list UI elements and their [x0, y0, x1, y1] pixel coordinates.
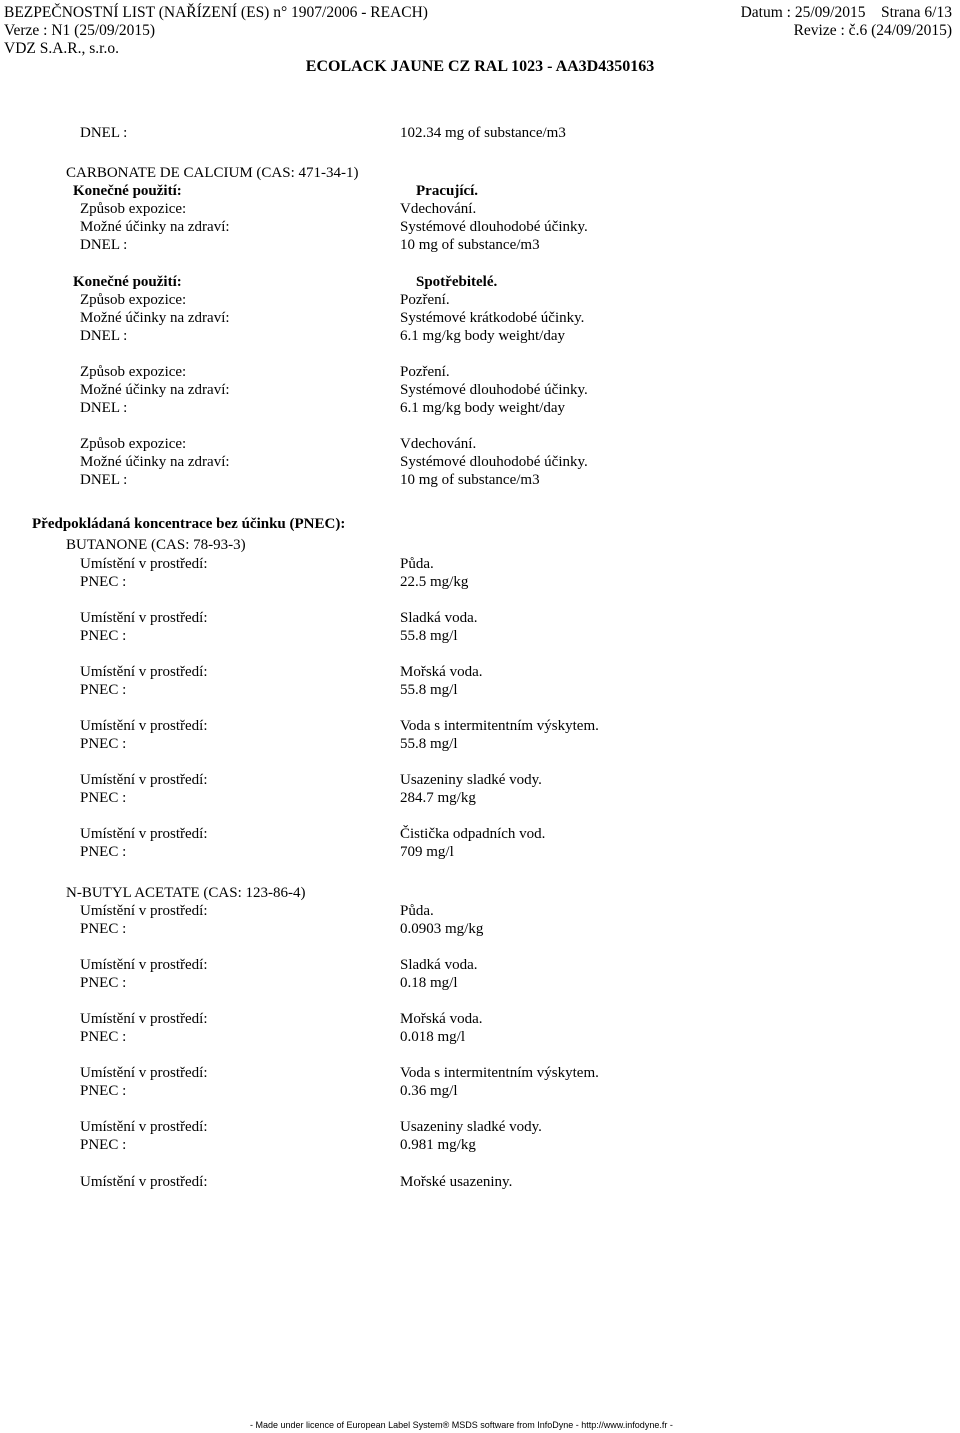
environment-value: Mořské usazeniny.: [400, 1174, 513, 1190]
environment-value: Sladká voda.: [400, 610, 478, 626]
environment-value: Čistička odpadních vod.: [400, 826, 546, 842]
field-label: Možné účinky na zdraví:: [80, 310, 230, 326]
pnec-value: 0.0903 mg/kg: [400, 921, 484, 937]
environment-label: Umístění v prostředí:: [80, 826, 208, 842]
end-use-value: Spotřebitelé.: [416, 274, 498, 290]
pnec-label: PNEC :: [80, 921, 127, 937]
header-document-title: BEZPEČNOSTNÍ LIST (NAŘÍZENÍ (ES) n° 1907/2006 - REACH): [4, 4, 428, 21]
field-label: DNEL :: [80, 328, 128, 344]
pnec-value: 55.8 mg/l: [400, 736, 458, 752]
pnec-label: PNEC :: [80, 1029, 127, 1045]
pnec-value: 22.5 mg/kg: [400, 574, 469, 590]
dnel-value: 102.34 mg of substance/m3: [400, 125, 566, 141]
environment-value: Usazeniny sladké vody.: [400, 1119, 542, 1135]
field-label: Způsob expozice:: [80, 364, 187, 380]
pnec-value: 55.8 mg/l: [400, 682, 458, 698]
environment-label: Umístění v prostředí:: [80, 1119, 208, 1135]
field-value: Vdechování.: [400, 201, 477, 217]
field-label: Způsob expozice:: [80, 201, 187, 217]
pnec-value: 0.18 mg/l: [400, 975, 458, 991]
footer-licence-note: - Made under licence of European Label System® MSDS software from InfoDyne - http://www.infodyne.fr -: [250, 1420, 673, 1430]
pnec-label: PNEC :: [80, 844, 127, 860]
pnec-label: PNEC :: [80, 1083, 127, 1099]
field-label: DNEL :: [80, 237, 128, 253]
environment-label: Umístění v prostředí:: [80, 1011, 208, 1027]
environment-value: Voda s intermitentním výskytem.: [400, 1065, 599, 1081]
environment-value: Půda.: [400, 556, 434, 572]
field-label: Způsob expozice:: [80, 436, 187, 452]
end-use-value: Pracující.: [416, 183, 479, 199]
environment-value: Sladká voda.: [400, 957, 478, 973]
pnec-label: PNEC :: [80, 975, 127, 991]
header-version: Verze : N1 (25/09/2015): [4, 22, 156, 39]
dnel-label: DNEL :: [80, 125, 128, 141]
environment-value: Voda s intermitentním výskytem.: [400, 718, 599, 734]
pnec-value: 0.981 mg/kg: [400, 1137, 476, 1153]
pnec-value: 0.36 mg/l: [400, 1083, 458, 1099]
product-title: ECOLACK JAUNE CZ RAL 1023 - AA3D4350163: [305, 58, 655, 75]
field-label: Způsob expozice:: [80, 292, 187, 308]
field-value: Systémové dlouhodobé účinky.: [400, 219, 588, 235]
pnec-label: PNEC :: [80, 628, 127, 644]
field-value: Systémové dlouhodobé účinky.: [400, 382, 588, 398]
pnec-section-heading: Předpokládaná koncentrace bez účinku (PNEC):: [32, 516, 346, 532]
header-revision: Revize : č.6 (24/09/2015): [793, 22, 952, 39]
field-label: DNEL :: [80, 400, 128, 416]
field-label: Možné účinky na zdraví:: [80, 219, 230, 235]
substance-name-butyl-acetate: N-BUTYL ACETATE (CAS: 123-86-4): [66, 885, 306, 901]
pnec-label: PNEC :: [80, 736, 127, 752]
environment-value: Usazeniny sladké vody.: [400, 772, 542, 788]
field-value: Systémové krátkodobé účinky.: [400, 310, 585, 326]
field-value: 6.1 mg/kg body weight/day: [400, 400, 565, 416]
environment-label: Umístění v prostředí:: [80, 772, 208, 788]
header-date-page: Datum : 25/09/2015 Strana 6/13: [740, 4, 952, 21]
environment-value: Mořská voda.: [400, 1011, 483, 1027]
end-use-label: Konečné použití:: [73, 274, 182, 290]
pnec-value: 0.018 mg/l: [400, 1029, 466, 1045]
pnec-label: PNEC :: [80, 574, 127, 590]
field-label: Možné účinky na zdraví:: [80, 382, 230, 398]
environment-value: Mořská voda.: [400, 664, 483, 680]
field-value: Vdechování.: [400, 436, 477, 452]
environment-label: Umístění v prostředí:: [80, 1174, 208, 1190]
field-value: 10 mg of substance/m3: [400, 237, 540, 253]
pnec-label: PNEC :: [80, 790, 127, 806]
environment-label: Umístění v prostředí:: [80, 1065, 208, 1081]
environment-label: Umístění v prostředí:: [80, 556, 208, 572]
pnec-value: 284.7 mg/kg: [400, 790, 476, 806]
environment-label: Umístění v prostředí:: [80, 664, 208, 680]
pnec-label: PNEC :: [80, 1137, 127, 1153]
header-company: VDZ S.A.R., s.r.o.: [4, 40, 119, 57]
field-value: 6.1 mg/kg body weight/day: [400, 328, 565, 344]
environment-label: Umístění v prostředí:: [80, 903, 208, 919]
pnec-label: PNEC :: [80, 682, 127, 698]
field-value: 10 mg of substance/m3: [400, 472, 540, 488]
substance-name-butanone: BUTANONE (CAS: 78-93-3): [66, 537, 246, 553]
end-use-label: Konečné použití:: [73, 183, 182, 199]
environment-label: Umístění v prostředí:: [80, 957, 208, 973]
field-value: Systémové dlouhodobé účinky.: [400, 454, 588, 470]
environment-value: Půda.: [400, 903, 434, 919]
environment-label: Umístění v prostředí:: [80, 718, 208, 734]
field-label: Možné účinky na zdraví:: [80, 454, 230, 470]
field-value: Pozření.: [400, 364, 450, 380]
pnec-value: 55.8 mg/l: [400, 628, 458, 644]
pnec-value: 709 mg/l: [400, 844, 454, 860]
substance-name-calcium: CARBONATE DE CALCIUM (CAS: 471-34-1): [66, 165, 359, 181]
environment-label: Umístění v prostředí:: [80, 610, 208, 626]
field-label: DNEL :: [80, 472, 128, 488]
field-value: Pozření.: [400, 292, 450, 308]
